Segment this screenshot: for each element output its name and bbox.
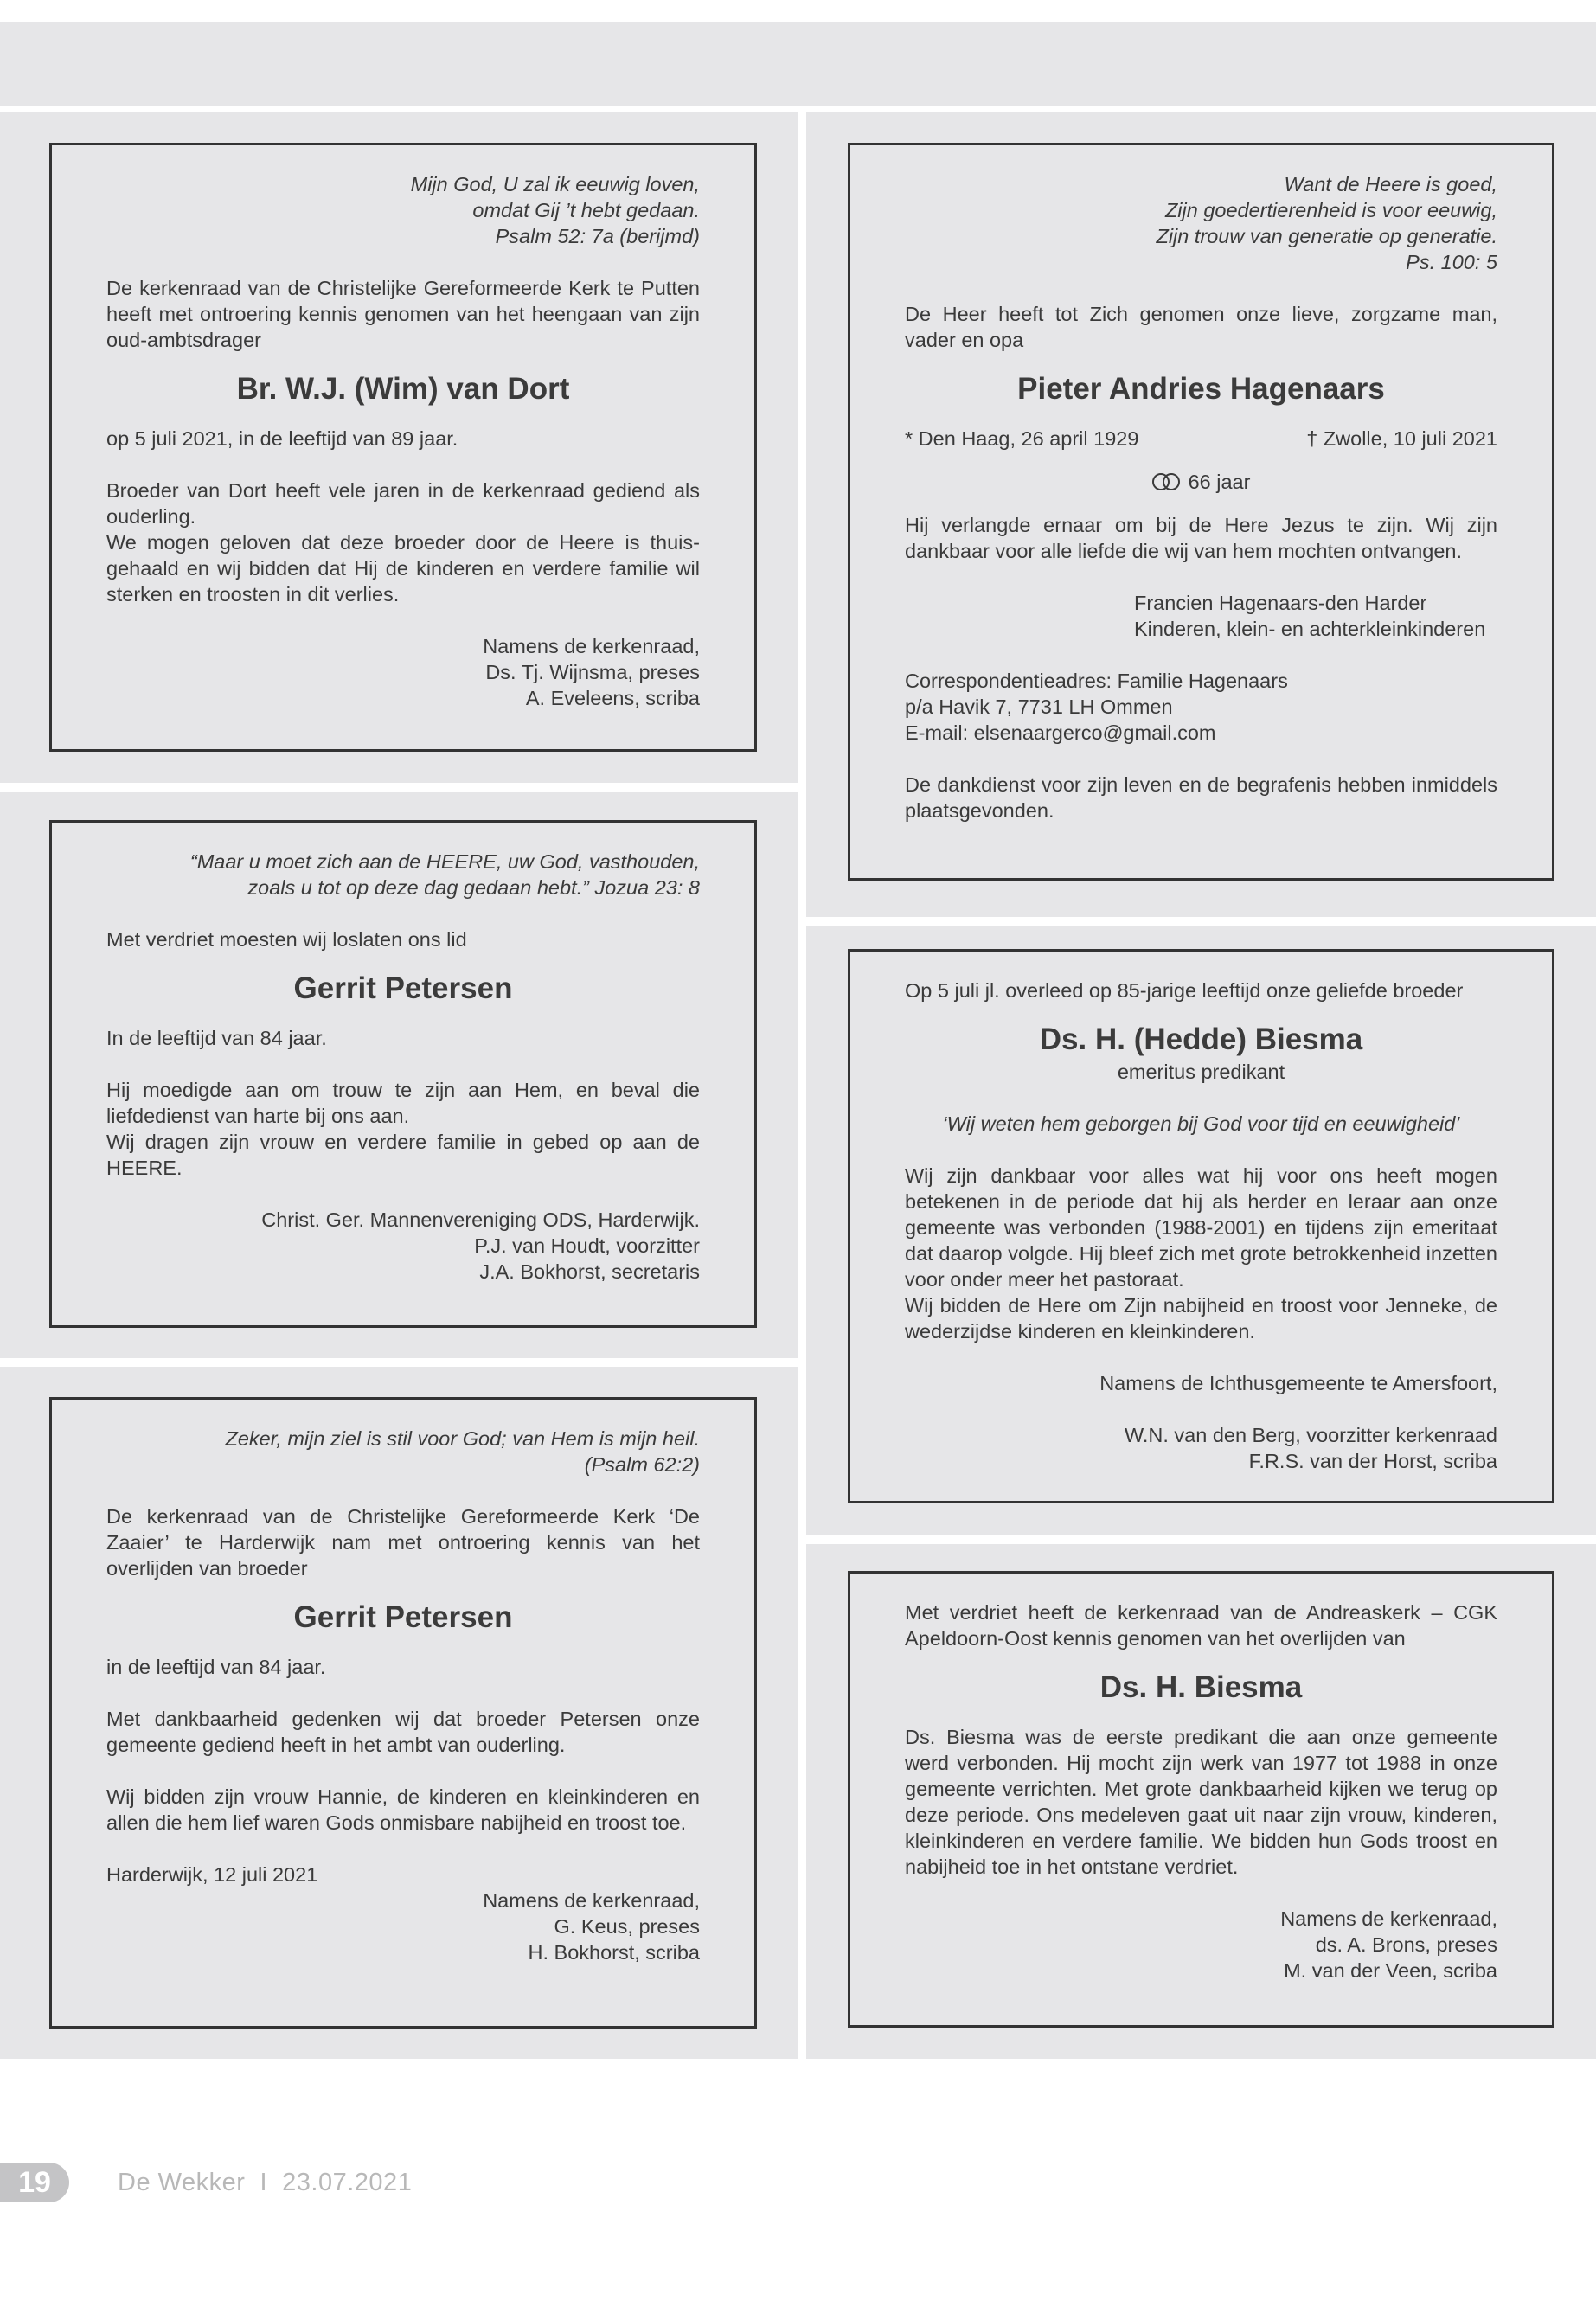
subtitle: emeritus predikant xyxy=(1117,1061,1285,1083)
page-number: 19 xyxy=(0,2163,69,2202)
deceased-name: Gerrit Petersen xyxy=(293,971,513,1005)
intro-text: De kerkenraad van de Christelijke Gereformeerde Kerk te Putten heeft met ontroering kennis genomen van het heengaan van zijn oud-ambtsdrager xyxy=(106,277,700,351)
age-line: In de leeftijd van 84 jaar. xyxy=(106,1027,327,1049)
signature: Namens de kerkenraad, ds. A. Brons, preses M. van der Veen, scriba xyxy=(1280,1907,1497,1982)
date-line: op 5 juli 2021, in de leeftijd van 89 jaar. xyxy=(106,427,458,450)
bible-verse: Zeker, mijn ziel is stil voor God; van Hem is mijn heil. (Psalm 62:2) xyxy=(225,1427,700,1476)
signature-head: Namens de Ichthusgemeente te Amersfoort, xyxy=(1099,1372,1497,1394)
family-names: Francien Hagenaars-den Harder Kinderen, klein- en achterkleinkinderen xyxy=(1134,592,1486,640)
body-text: Met dankbaarheid gedenken wij dat broeder Petersen onze gemeente gediend heeft in het ambt van ouderling. xyxy=(106,1708,700,1756)
closing-text: De dankdienst voor zijn leven en de begrafenis hebben inmiddels plaatsgevonden. xyxy=(905,773,1497,822)
notice-van-dort xyxy=(49,143,757,752)
signature: Namens de kerkenraad, Ds. Tj. Wijnsma, preses A. Eveleens, scriba xyxy=(483,635,700,709)
notice-biesma-ichthus xyxy=(848,949,1554,1503)
notice-biesma-andreaskerk xyxy=(848,1571,1554,2028)
birth-death-dates xyxy=(905,426,1497,452)
intro-text: Met verdriet moesten wij loslaten ons lid xyxy=(106,928,467,951)
body-text: Ds. Biesma was de eerste predikant die aan onze gemeente werd verbonden. Hij mocht zijn werk van 1977 tot 1988 in onze gemeente verrichten. Met grote dankbaarheid kijken we terug op deze periode. Ons medeleven gaat uit naar zijn vrouw, kinderen, kleinkinderen en verdere familie. We bidden hun Gods troost en nabijheid toe in het ontstane verdriet. xyxy=(905,1726,1497,1878)
body-text: Broeder van Dort heeft vele jaren in de kerkenraad gediend als ouderling. xyxy=(106,479,700,528)
deceased-name: Ds. H. (Hedde) Biesma xyxy=(1039,1022,1363,1056)
body-text: Wij dragen zijn vrouw en verdere familie in gebed op aan de HEERE. xyxy=(106,1131,700,1179)
body-text: Hij verlangde ernaar om bij de Here Jezus te zijn. Wij zijn dankbaar voor alle liefde die wij van hem mochten ontvangen. xyxy=(905,514,1497,562)
deceased-name: Gerrit Petersen xyxy=(293,1600,513,1634)
wedding-rings-icon xyxy=(1152,472,1182,491)
signature: W.N. van den Berg, voorzitter kerkenraad F.R.S. van der Horst, scriba xyxy=(1124,1424,1497,1472)
place-date: Harderwijk, 12 juli 2021 xyxy=(106,1863,318,1886)
bible-verse: “Maar u moet zich aan de HEERE, uw God, vasthouden, zoals u tot op deze dag gedaan hebt.” Jozua 23: 8 xyxy=(189,850,700,899)
notice-petersen-ods xyxy=(49,820,757,1328)
top-band xyxy=(0,22,1596,106)
intro-text: Op 5 juli jl. overleed op 85-jarige leeftijd onze geliefde broeder xyxy=(905,979,1464,1002)
signature: Christ. Ger. Mannenvereniging ODS, Harderwijk. P.J. van Houdt, voorzitter J.A. Bokhorst, secretaris xyxy=(261,1208,700,1283)
notice-petersen-zaaier xyxy=(49,1397,757,2029)
body-text: Wij bidden zijn vrouw Hannie, de kinderen en kleinkinderen en allen die hem lief waren Gods onmisbare nabijheid en troost toe. xyxy=(106,1785,700,1834)
death-date: † Zwolle, 10 juli 2021 xyxy=(1306,427,1497,450)
bible-verse: Want de Heere is goed, Zijn goedertierenheid is voor eeuwig, Zijn trouw van generatie op generatie. Ps. 100: 5 xyxy=(1156,173,1497,273)
intro-text: De Heer heeft tot Zich genomen onze lieve, zorgzame man, vader en opa xyxy=(905,303,1497,351)
body-text: Hij moedigde aan om trouw te zijn aan Hem, en beval die liefdedienst van harte bij ons aan. xyxy=(106,1079,700,1127)
deceased-name: Br. W.J. (Wim) van Dort xyxy=(236,372,570,406)
bible-verse: Mijn God, U zal ik eeuwig loven, omdat Gij ’t hebt gedaan. Psalm 52: 7a (berijmd) xyxy=(410,173,700,247)
deceased-name: Ds. H. Biesma xyxy=(1099,1670,1303,1704)
birth-date: * Den Haag, 26 april 1929 xyxy=(905,427,1139,450)
signature: Namens de kerkenraad, G. Keus, preses H. Bokhorst, scriba xyxy=(483,1889,700,1964)
intro-text: Met verdriet heeft de kerkenraad van de Andreaskerk – CGK Apeldoorn-Oost kennis genomen van het overlijden van xyxy=(905,1601,1497,1650)
correspondence-address: Correspondentieadres: Familie Hagenaars p/a Havik 7, 7731 LH Ommen E-mail: elsenaargerco@gmail.com xyxy=(905,670,1288,744)
page-footer xyxy=(0,2163,412,2202)
magazine-issue: De Wekker I 23.07.2021 xyxy=(118,2168,413,2196)
body-text: We mogen geloven dat deze broeder door de Heere is thuisgehaald en wij bidden dat Hij de kinderen en verdere familie wil sterken en troosten in dit verlies. xyxy=(106,531,700,606)
body-text: Wij bidden de Here om Zijn nabijheid en troost voor Jenneke, de wederzijdse kinderen en kleinkinderen. xyxy=(905,1294,1497,1343)
body-text: Wij zijn dankbaar voor alles wat hij voor ons heeft mogen betekenen in de periode dat hij als herder en leraar aan onze gemeente was verbonden (1988-2001) en tijdens zijn emeritaat dat daarop volgde. Hij bleef zich met grote betrokkenheid inzetten voor onder meer het pastoraat. xyxy=(905,1164,1497,1291)
deceased-name: Pieter Andries Hagenaars xyxy=(1017,372,1385,406)
age-line: in de leeftijd van 84 jaar. xyxy=(106,1656,326,1678)
marriage-years: 66 jaar xyxy=(905,469,1497,495)
intro-text: De kerkenraad van de Christelijke Gereformeerde Kerk ‘De Zaaier’ te Harderwijk nam met ontroering kennis van het overlijden van broeder xyxy=(106,1505,700,1580)
quote: ‘Wij weten hem geborgen bij God voor tijd en eeuwigheid’ xyxy=(942,1112,1460,1135)
notice-hagenaars xyxy=(848,143,1554,881)
